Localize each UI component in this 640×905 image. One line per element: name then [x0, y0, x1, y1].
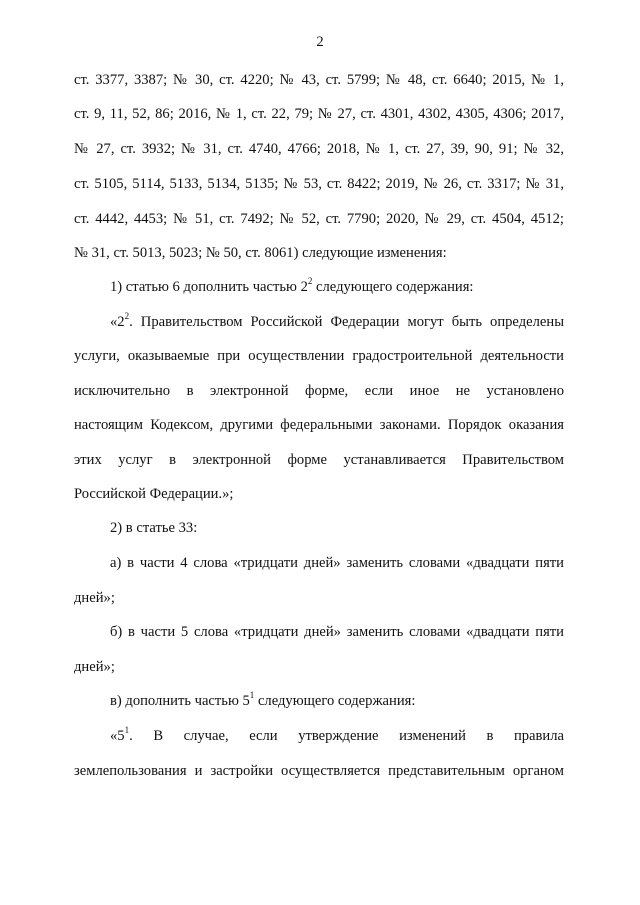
text-line: настоящим Кодексом, другими федеральными законами. Порядок оказания	[74, 417, 564, 433]
page-number: 2	[316, 34, 324, 50]
item-1	[110, 278, 564, 296]
quote-2-first-line	[110, 727, 564, 745]
item-2c	[110, 692, 564, 710]
text-line: исключительно в электронной форме, если иное не установлено	[74, 383, 564, 399]
superscript: 2	[307, 276, 313, 287]
quote-1-first-rest: . Правительством Российской Федерации могут быть определены	[129, 314, 564, 330]
text-line: № 31, ст. 5013, 5023; № 50, ст. 8061) следующие изменения:	[74, 245, 447, 261]
text-line: ст. 9, 11, 52, 86; 2016, № 1, ст. 22, 79; № 27, ст. 4301, 4302, 4305, 4306; 2017,	[74, 106, 564, 122]
quote-2-first-rest: . В случае, если утверждение изменений в правила	[129, 728, 564, 744]
text-line: ст. 4442, 4453; № 51, ст. 7492; № 52, ст. 7790; 2020, № 29, ст. 4504, 4512;	[74, 211, 564, 227]
item-2c-text-end: следующего содержания:	[254, 693, 416, 709]
text-line: № 27, ст. 3932; № 31, ст. 4740, 4766; 2018, № 1, ст. 27, 39, 90, 91; № 32,	[74, 141, 564, 157]
quote-2-open: «5	[110, 728, 125, 744]
item-1-text: 1) статью 6 дополнить частью 2	[110, 279, 308, 295]
text-line: ст. 5105, 5114, 5133, 5134, 5135; № 53, ст. 8422; 2019, № 26, ст. 3317; № 31,	[74, 176, 564, 192]
item-2a: а) в части 4 слова «тридцати дней» заменить словами «двадцати пяти	[110, 555, 564, 571]
text-line: этих услуг в электронной форме устанавливается Правительством	[74, 452, 564, 468]
superscript: 1	[249, 690, 255, 701]
text-line: землепользования и застройки осуществляется представительным органом	[74, 763, 564, 779]
item-1-text-end: следующего содержания:	[312, 279, 474, 295]
text-line: ст. 3377, 3387; № 30, ст. 4220; № 43, ст. 5799; № 48, ст. 6640; 2015, № 1,	[74, 72, 564, 88]
superscript: 2	[124, 311, 130, 322]
item-2c-text: в) дополнить частью 5	[110, 693, 250, 709]
text-line: Российской Федерации.»;	[74, 486, 234, 502]
item-2b: б) в части 5 слова «тридцати дней» заменить словами «двадцати пяти	[110, 624, 564, 640]
item-2a-cont: дней»;	[74, 590, 115, 606]
quote-1-first-line	[110, 313, 564, 331]
item-2: 2) в статье 33:	[110, 520, 198, 536]
text-line: услуги, оказываемые при осуществлении градостроительной деятельности	[74, 348, 564, 364]
item-2b-cont: дней»;	[74, 659, 115, 675]
quote-1-open: «2	[110, 314, 125, 330]
superscript: 1	[124, 725, 130, 736]
